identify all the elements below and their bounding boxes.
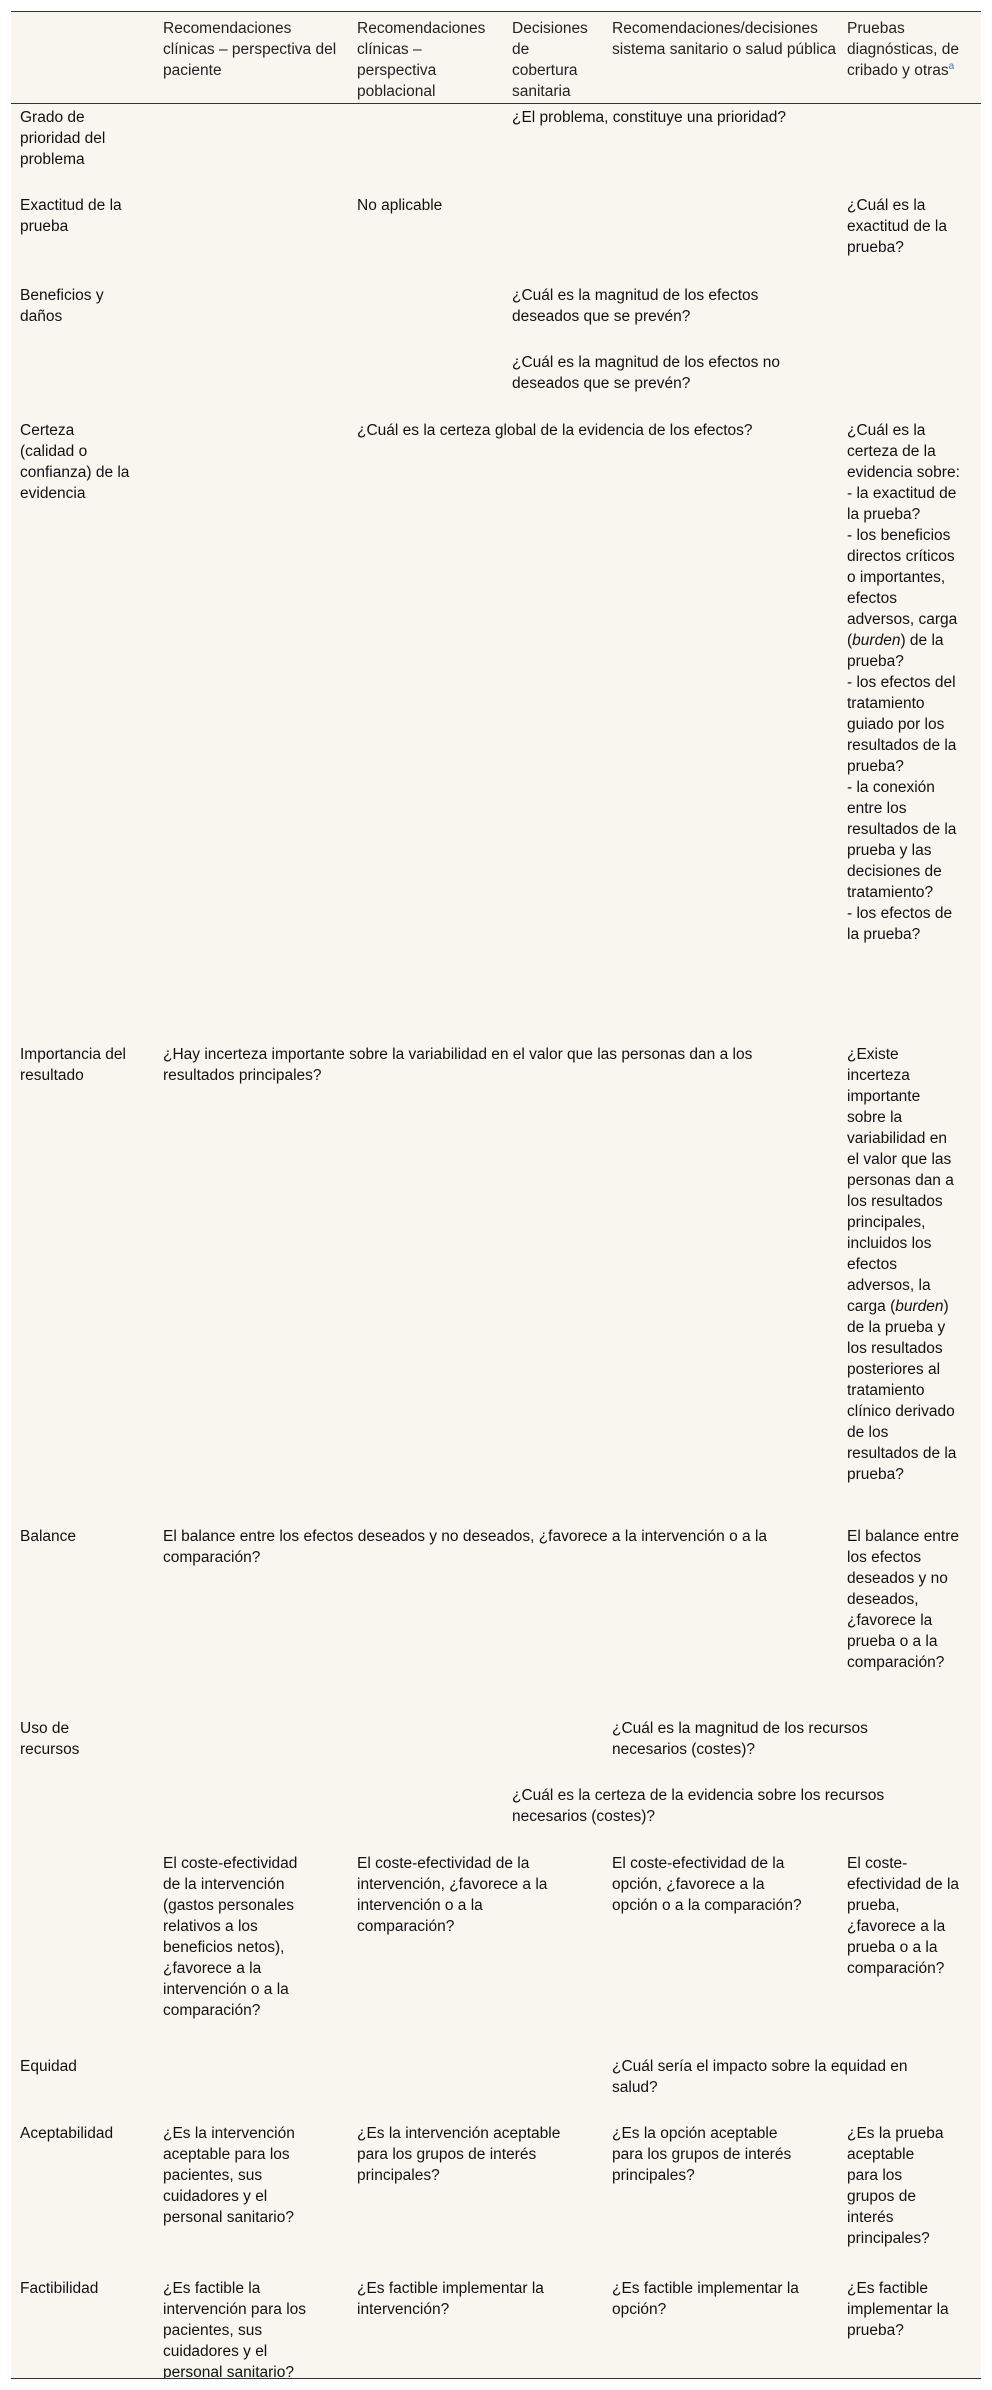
table-bottom-rule (11, 2378, 981, 2379)
footnote-a-link[interactable]: a (948, 60, 955, 72)
recursos-ce-col-1: El coste-efectividad de la intervención (gastos personales relativos a los beneficios netos), ¿favorece a la intervención o a la comparación? (163, 1855, 298, 2019)
row-label-recursos: Uso de recursos (20, 1720, 80, 1758)
aceptabilidad-col-5: ¿Es la prueba aceptable para los grupos de interés principales? (847, 2125, 944, 2247)
certeza-test-item-4: - la conexión entre los resultados de la prueba y las decisiones de tratamiento? (847, 779, 957, 901)
factibilidad-col-2: ¿Es factible implementar la intervención? (357, 2280, 544, 2318)
header-col-4: Recomendaciones/decisiones sistema sanitario o salud pública (612, 20, 837, 58)
row-label-equidad: Equidad (20, 2058, 77, 2075)
row-label-aceptabilidad: Aceptabilidad (20, 2125, 114, 2142)
certeza-test-item-5: - los efectos de la prueba? (847, 905, 953, 943)
equidad-text: ¿Cuál sería el impacto sobre la equidad en salud? (612, 2058, 908, 2096)
header-col-5-text: Pruebas diagnósticas, de cribado y otras (847, 20, 960, 79)
aceptabilidad-col-4: ¿Es la opción aceptable para los grupos de interés principales? (612, 2125, 792, 2184)
certeza-test-intro: ¿Cuál es la certeza de la evidencia sobre: (847, 422, 960, 481)
header-col-2: Recomendaciones clínicas – perspectiva poblacional (357, 20, 486, 100)
certeza-test-item-3: - los efectos del tratamiento guiado por los resultados de la prueba? (847, 674, 957, 775)
exactitud-no-aplicable: No aplicable (357, 197, 443, 214)
evidence-to-decision-table (11, 11, 981, 2379)
balance-test-text: El balance entre los efectos deseados y no deseados, ¿favorece la prueba o a la comparación? (847, 1528, 960, 1671)
beneficios-deseados: ¿Cuál es la magnitud de los efectos deseados que se prevén? (512, 287, 759, 325)
certeza-test-item-1: - la exactitud de la prueba? (847, 485, 957, 523)
recursos-certeza: ¿Cuál es la certeza de la evidencia sobre los recursos necesarios (costes)? (512, 1787, 885, 1825)
certeza-test-list (847, 420, 963, 945)
recursos-ce-col-5: El coste-efectividad de la prueba, ¿favorece a la prueba o a la comparación? (847, 1855, 960, 1977)
factibilidad-col-5: ¿Es factible implementar la prueba? (847, 2280, 949, 2339)
header-col-5 (847, 18, 975, 81)
recursos-ce-col-2: El coste-efectividad de la intervención, ¿favorece a la intervención o a la comparación? (357, 1855, 548, 1935)
factibilidad-col-4: ¿Es factible implementar la opción? (612, 2280, 799, 2318)
exactitud-test-text: ¿Cuál es la exactitud de la prueba? (847, 197, 947, 256)
row-label-balance: Balance (20, 1528, 77, 1545)
table-top-rule (11, 11, 981, 12)
importancia-text: ¿Hay incerteza importante sobre la variabilidad en el valor que las personas dan a los resultados principales? (163, 1046, 753, 1084)
row-label-beneficios: Beneficios y daños (20, 287, 104, 325)
row-label-factibilidad: Factibilidad (20, 2280, 99, 2297)
row-label-importancia: Importancia del resultado (20, 1046, 126, 1084)
importancia-test-text: ¿Existe incerteza importante sobre la variabilidad en el valor que las personas dan a los resultados principales, incluidos los efectos adversos, la carga (burden) de la prueba y los resultados posteriores al tratamiento clínico derivado de los resultados de la prueba? (847, 1046, 957, 1483)
recursos-magnitud: ¿Cuál es la magnitud de los recursos necesarios (costes)? (612, 1720, 868, 1758)
row-label-exactitud: Exactitud de la prueba (20, 197, 122, 235)
row-label-prioridad: Grado de prioridad del problema (20, 109, 106, 168)
prioridad-text: ¿El problema, constituye una prioridad? (512, 109, 786, 126)
recursos-ce-col-4: El coste-efectividad de la opción, ¿favorece a la opción o a la comparación? (612, 1855, 802, 1914)
row-label-certeza: Certeza (calidad o confianza) de la evidencia (20, 422, 130, 502)
certeza-global: ¿Cuál es la certeza global de la evidencia de los efectos? (357, 422, 753, 439)
balance-text: El balance entre los efectos deseados y no deseados, ¿favorece a la intervención o a la comparación? (163, 1528, 768, 1566)
header-col-3: Decisiones de cobertura sanitaria (512, 20, 588, 100)
factibilidad-col-1: ¿Es factible la intervención para los pacientes, sus cuidadores y el personal sanitario? (163, 2280, 307, 2379)
beneficios-no-deseados: ¿Cuál es la magnitud de los efectos no deseados que se prevén? (512, 354, 780, 392)
header-col-1: Recomendaciones clínicas – perspectiva del paciente (163, 20, 337, 79)
aceptabilidad-col-1: ¿Es la intervención aceptable para los pacientes, sus cuidadores y el personal sanitario? (163, 2125, 295, 2226)
certeza-test-item-2: - los beneficios directos críticos o importantes, efectos adversos, carga (burden) de la prueba? (847, 527, 958, 670)
aceptabilidad-col-2: ¿Es la intervención aceptable para los grupos de interés principales? (357, 2125, 561, 2184)
header-bottom-rule (11, 103, 981, 104)
